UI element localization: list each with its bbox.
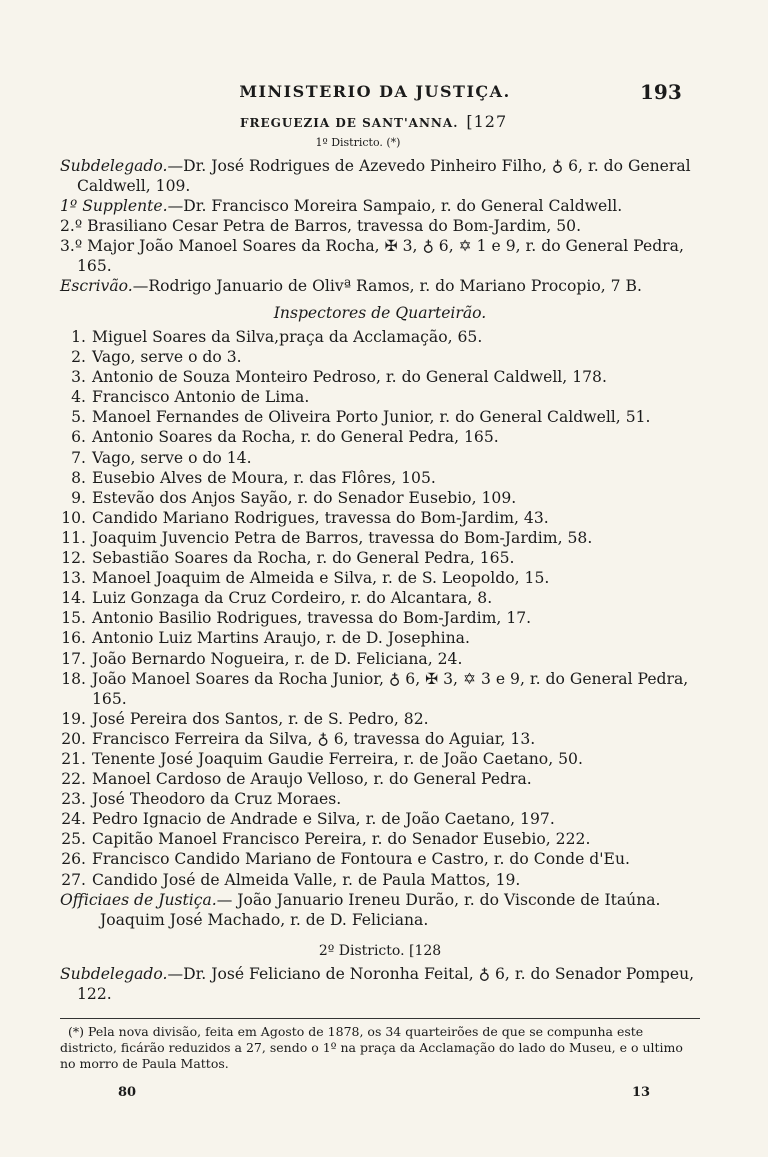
district-2-heading: 2º Districto. [128 bbox=[318, 942, 442, 959]
item-text: Candido José de Almeida Valle, r. de Paula Mattos, 19. bbox=[92, 870, 521, 889]
item-number: 19. bbox=[61, 709, 86, 728]
official-role: 2.º bbox=[60, 217, 83, 235]
item-text: Estevão dos Anjos Sayão, r. do Senador Eusebio, 109. bbox=[92, 488, 517, 507]
list-item bbox=[60, 849, 700, 869]
subdelegado-2-role: Subdelegado. bbox=[60, 964, 168, 983]
item-number: 22. bbox=[61, 770, 86, 789]
item-number: 21. bbox=[61, 749, 86, 768]
list-item bbox=[60, 548, 700, 568]
district-1-heading: 1º Districto. (*) bbox=[315, 136, 401, 149]
item-number: 16. bbox=[61, 629, 86, 648]
item-number: 4. bbox=[71, 388, 86, 407]
item-text: Francisco Antonio de Lima. bbox=[92, 388, 310, 407]
item-text: Tenente José Joaquim Gaudie Ferreira, r. de João Caetano, 50. bbox=[92, 749, 583, 768]
list-item bbox=[60, 588, 700, 608]
item-text: Francisco Ferreira da Silva, ♁ 6, travessa do Aguiar, 13. bbox=[92, 729, 536, 748]
list-item bbox=[60, 488, 700, 508]
item-number: 1. bbox=[71, 328, 86, 346]
item-number: 7. bbox=[71, 448, 86, 467]
item-text: Vago, serve o do 14. bbox=[92, 448, 252, 467]
item-number: 9. bbox=[71, 488, 86, 507]
item-text: Vago, serve o do 3. bbox=[92, 348, 242, 367]
item-number: 20. bbox=[61, 729, 86, 748]
item-number: 10. bbox=[61, 508, 86, 527]
item-text: Miguel Soares da Silva,praça da Acclamação, 65. bbox=[92, 328, 483, 346]
item-number: 26. bbox=[61, 850, 86, 869]
official-entry bbox=[60, 156, 700, 196]
item-number: 3. bbox=[71, 368, 86, 387]
item-number: 24. bbox=[61, 810, 86, 829]
item-text: Capitão Manoel Francisco Pereira, r. do Senador Eusebio, 222. bbox=[92, 830, 591, 849]
official-text: —Dr. José Rodrigues de Azevedo Pinheiro Filho, ♁ 6, r. do General Caldwell, 109. bbox=[77, 157, 691, 195]
list-item bbox=[60, 769, 700, 789]
item-text: Candido Mariano Rodrigues, travessa do Bom-Jardim, 43. bbox=[92, 508, 549, 527]
item-number: 2. bbox=[71, 348, 86, 367]
parish-ref: [127 bbox=[466, 112, 508, 131]
officiaes-entry bbox=[60, 890, 700, 910]
list-item bbox=[60, 870, 700, 890]
item-number: 11. bbox=[61, 528, 86, 547]
inspectors-list bbox=[60, 327, 700, 890]
footnote: (*) Pela nova divisão, feita em Agosto de 1878, os 34 quarteirões de que se compunha este districto, ficárão reduzidos a 27, sendo o 1º na praça da Acclamação do lado do Museu, e o ultimo no morro de Paula Mattos. bbox=[60, 1024, 683, 1071]
official-text: Major João Manoel Soares da Rocha, ✠ 3, ♁ 6, ✡ 1 e 9, r. do General Pedra, 165. bbox=[77, 237, 684, 275]
footnote-divider bbox=[60, 1018, 700, 1019]
officiaes-continuation: Joaquim José Machado, r. de D. Feliciana. bbox=[100, 910, 429, 929]
list-item bbox=[60, 528, 700, 548]
item-text: Antonio de Souza Monteiro Pedroso, r. do General Caldwell, 178. bbox=[92, 368, 607, 387]
item-number: 5. bbox=[71, 408, 86, 427]
list-item bbox=[60, 387, 700, 407]
item-text: Antonio Luiz Martins Araujo, r. de D. Josephina. bbox=[92, 629, 470, 648]
official-entry bbox=[60, 216, 700, 236]
page-header-title: MINISTERIO DA JUSTIÇA. bbox=[239, 82, 511, 101]
list-item bbox=[60, 608, 700, 628]
list-item bbox=[60, 709, 700, 729]
official-entry bbox=[60, 196, 700, 216]
list-item bbox=[60, 327, 700, 347]
official-text: —Rodrigo Januario de Olivª Ramos, r. do Mariano Procopio, 7 B. bbox=[132, 277, 642, 295]
item-text: José Pereira dos Santos, r. de S. Pedro, 82. bbox=[92, 709, 429, 728]
list-item bbox=[60, 669, 700, 709]
official-entry bbox=[60, 276, 700, 296]
signature-mark-right: 13 bbox=[632, 1085, 651, 1100]
list-item bbox=[60, 628, 700, 648]
official-role: 3.º bbox=[60, 237, 83, 255]
official-text: Brasiliano Cesar Petra de Barros, travessa do Bom-Jardim, 50. bbox=[82, 217, 582, 235]
item-text: Luiz Gonzaga da Cruz Cordeiro, r. do Alcantara, 8. bbox=[92, 589, 493, 608]
list-item bbox=[60, 427, 700, 447]
signature-mark-left: 80 bbox=[118, 1085, 137, 1100]
item-text: Manoel Fernandes de Oliveira Porto Junior, r. do General Caldwell, 51. bbox=[92, 408, 651, 427]
document-body bbox=[60, 156, 700, 1004]
item-number: 13. bbox=[61, 569, 86, 588]
item-text: Sebastião Soares da Rocha, r. do General Pedra, 165. bbox=[92, 549, 515, 568]
item-text: João Bernardo Nogueira, r. de D. Feliciana, 24. bbox=[92, 649, 463, 668]
list-item bbox=[60, 649, 700, 669]
list-item bbox=[60, 568, 700, 588]
item-number: 25. bbox=[61, 830, 86, 849]
item-text: Manoel Joaquim de Almeida e Silva, r. de S. Leopoldo, 15. bbox=[92, 569, 550, 588]
official-role: 1º Supplente. bbox=[60, 197, 168, 215]
item-number: 12. bbox=[61, 549, 86, 568]
item-text: Joaquim Juvencio Petra de Barros, travessa do Bom-Jardim, 58. bbox=[92, 528, 593, 547]
subdelegado-2-text: —Dr. José Feliciano de Noronha Feital, ♁ 6, r. do Senador Pompeu, 122. bbox=[77, 964, 695, 1003]
official-entry bbox=[60, 236, 700, 276]
list-item bbox=[60, 749, 700, 769]
list-item bbox=[60, 448, 700, 468]
item-text: Antonio Soares da Rocha, r. do General Pedra, 165. bbox=[92, 428, 499, 447]
item-text: Manoel Cardoso de Araujo Velloso, r. do General Pedra. bbox=[92, 770, 532, 789]
page-number: 193 bbox=[640, 80, 682, 104]
list-item bbox=[60, 367, 700, 387]
subdelegado-2-entry bbox=[60, 964, 700, 1004]
list-item bbox=[60, 829, 700, 849]
item-number: 14. bbox=[61, 589, 86, 608]
parish-name: FREGUEZIA DE SANT'ANNA. bbox=[240, 116, 459, 130]
item-number: 8. bbox=[71, 468, 86, 487]
item-number: 23. bbox=[61, 790, 86, 809]
item-text: Francisco Candido Mariano de Fontoura e Castro, r. do Conde d'Eu. bbox=[92, 850, 630, 869]
item-number: 6. bbox=[71, 428, 86, 447]
officiaes-text: — João Januario Ireneu Durão, r. do Visconde de Itaúna. bbox=[216, 890, 661, 909]
inspectors-title: Inspectores de Quarteirão. bbox=[273, 304, 487, 322]
list-item bbox=[60, 789, 700, 809]
list-item bbox=[60, 407, 700, 427]
item-text: Eusebio Alves de Moura, r. das Flôres, 105. bbox=[92, 468, 436, 487]
official-text: —Dr. Francisco Moreira Sampaio, r. do General Caldwell. bbox=[167, 197, 623, 215]
official-role: Escrivão. bbox=[60, 277, 133, 295]
item-text: Pedro Ignacio de Andrade e Silva, r. de João Caetano, 197. bbox=[92, 810, 555, 829]
item-number: 15. bbox=[61, 609, 86, 628]
list-item bbox=[60, 347, 700, 367]
parish-heading bbox=[240, 112, 540, 131]
item-number: 27. bbox=[61, 870, 86, 889]
item-text: José Theodoro da Cruz Moraes. bbox=[92, 790, 342, 809]
list-item bbox=[60, 809, 700, 829]
official-role: Subdelegado. bbox=[60, 157, 168, 175]
item-text: João Manoel Soares da Rocha Junior, ♁ 6, ✠ 3, ✡ 3 e 9, r. do General Pedra, 165. bbox=[92, 669, 689, 708]
list-item bbox=[60, 729, 700, 749]
officiaes-role: Officiaes de Justiça. bbox=[60, 890, 217, 909]
list-item bbox=[60, 468, 700, 488]
list-item bbox=[60, 508, 700, 528]
item-text: Antonio Basilio Rodrigues, travessa do Bom-Jardim, 17. bbox=[92, 609, 532, 628]
item-number: 17. bbox=[61, 649, 86, 668]
item-number: 18. bbox=[61, 669, 86, 688]
